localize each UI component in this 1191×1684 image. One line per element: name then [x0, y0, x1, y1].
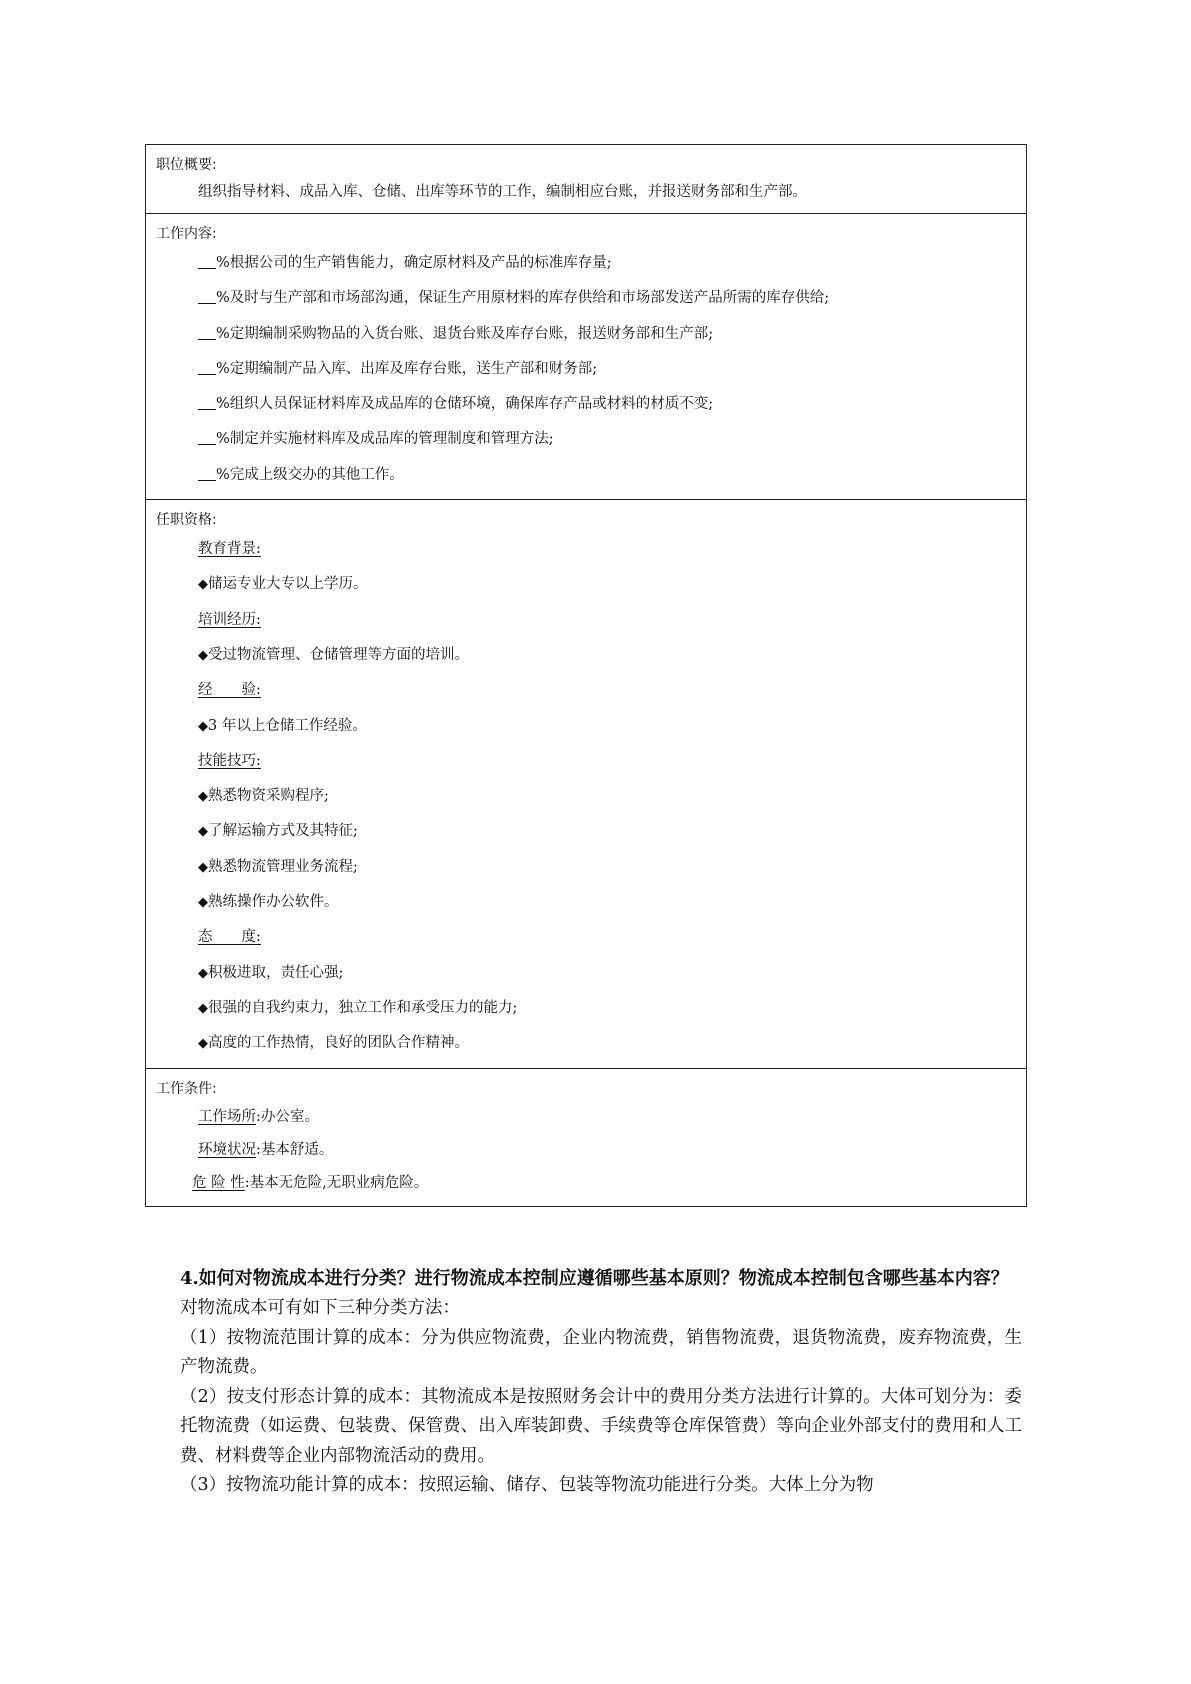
duty-percent-blank	[198, 430, 216, 445]
answer-paragraph: （1）按物流范围计算的成本：分为供应物流费，企业内物流费，销售物流费，退货物流费，废弃物流费，生产物流费。	[180, 1327, 1022, 1377]
conditions-title: 工作条件:	[156, 1080, 217, 1097]
duty-item: %定期编制采购物品的入货台账、退货台账及库存台账，报送财务部和生产部;	[156, 317, 1016, 352]
duties-title: 工作内容:	[156, 226, 217, 242]
section-qualifications	[146, 499, 1026, 1067]
qualifications-title: 任职资格:	[156, 512, 217, 529]
skills-label: 技能技巧:	[198, 752, 261, 769]
duty-item: %制定并实施材料库及成品库的管理制度和管理方法;	[156, 422, 1016, 457]
section-summary	[146, 145, 1026, 213]
duty-item: %完成上级交办的其他工作。	[156, 458, 1016, 493]
experience-label: 经 验:	[198, 682, 261, 699]
diamond-bullet-icon: ◆	[198, 1000, 208, 1016]
question-section	[180, 1264, 1022, 1501]
training-item: ◆受过物流管理、仓储管理等方面的培训。	[198, 646, 469, 663]
attitude-item: ◆积极进取，责任心强;	[198, 964, 344, 981]
duty-percent-blank	[198, 395, 216, 410]
condition-place: 工作场所:办公室。	[198, 1108, 319, 1125]
section-conditions	[146, 1068, 1026, 1206]
diamond-bullet-icon: ◆	[198, 965, 208, 981]
skill-item: ◆熟练操作办公软件。	[198, 894, 339, 911]
job-description-table	[145, 144, 1027, 1207]
attitude-item: ◆高度的工作热情，良好的团队合作精神。	[198, 1035, 469, 1052]
duty-item: %根据公司的生产销售能力，确定原材料及产品的标准库存量;	[156, 246, 1016, 281]
duty-percent-blank	[198, 360, 216, 375]
summary-text: 组织指导材料、成品入库、仓储、出库等环节的工作，编制相应台账，并报送财务部和生产部。	[198, 184, 807, 200]
duty-item: %定期编制产品入库、出库及库存台账，送生产部和财务部;	[156, 352, 1016, 387]
diamond-bullet-icon: ◆	[198, 789, 208, 805]
answer-paragraph: （3）按物流功能计算的成本：按照运输、储存、包装等物流功能进行分类。大体上分为物	[180, 1475, 874, 1495]
attitude-label: 态 度:	[198, 929, 261, 946]
training-label: 培训经历:	[198, 611, 261, 628]
diamond-bullet-icon: ◆	[198, 895, 208, 911]
experience-item: ◆3 年以上仓储工作经验。	[198, 717, 367, 734]
duty-item: %及时与生产部和市场部沟通，保证生产用原材料的库存供给和市场部发送产品所需的库存供给;	[156, 281, 1016, 316]
duty-percent-blank	[198, 325, 216, 340]
summary-title: 职位概要:	[156, 157, 217, 173]
diamond-bullet-icon: ◆	[198, 577, 208, 593]
duty-percent-blank	[198, 289, 216, 304]
duty-percent-blank	[198, 254, 216, 269]
skill-item: ◆了解运输方式及其特征;	[198, 823, 358, 840]
diamond-bullet-icon: ◆	[198, 718, 208, 734]
duty-percent-blank	[198, 466, 216, 481]
diamond-bullet-icon: ◆	[198, 859, 208, 875]
diamond-bullet-icon: ◆	[198, 824, 208, 840]
diamond-bullet-icon: ◆	[198, 647, 208, 663]
education-item: ◆储运专业大专以上学历。	[198, 576, 368, 593]
condition-risk: 危 险 性:基本无危险,无职业病危险。	[192, 1174, 429, 1191]
diamond-bullet-icon: ◆	[198, 1036, 208, 1052]
attitude-item: ◆很强的自我约束力，独立工作和承受压力的能力;	[198, 999, 518, 1016]
condition-environment: 环境状况:基本舒适。	[198, 1141, 334, 1158]
answer-paragraph: （2）按支付形态计算的成本：其物流成本是按照财务会计中的费用分类方法进行计算的。大体可划分为：委托物流费（如运费、包装费、保管费、出入库装卸费、手续费等仓库保管费）等向企业外部支付的费用和人工费、材料费等企业内部物流活动的费用。	[180, 1386, 1022, 1466]
skill-item: ◆熟悉物资采购程序;	[198, 788, 329, 805]
answer-paragraph: 对物流成本可有如下三种分类方法：	[180, 1298, 460, 1318]
education-label: 教育背景:	[198, 541, 261, 558]
skill-item: ◆熟悉物流管理业务流程;	[198, 858, 358, 875]
duty-item: %组织人员保证材料库及成品库的仓储环境，确保库存产品或材料的材质不变;	[156, 387, 1016, 422]
section-duties	[146, 213, 1026, 499]
question-title: 4.如何对物流成本进行分类？进行物流成本控制应遵循哪些基本原则？物流成本控制包含哪些基本内容？	[180, 1268, 1009, 1289]
